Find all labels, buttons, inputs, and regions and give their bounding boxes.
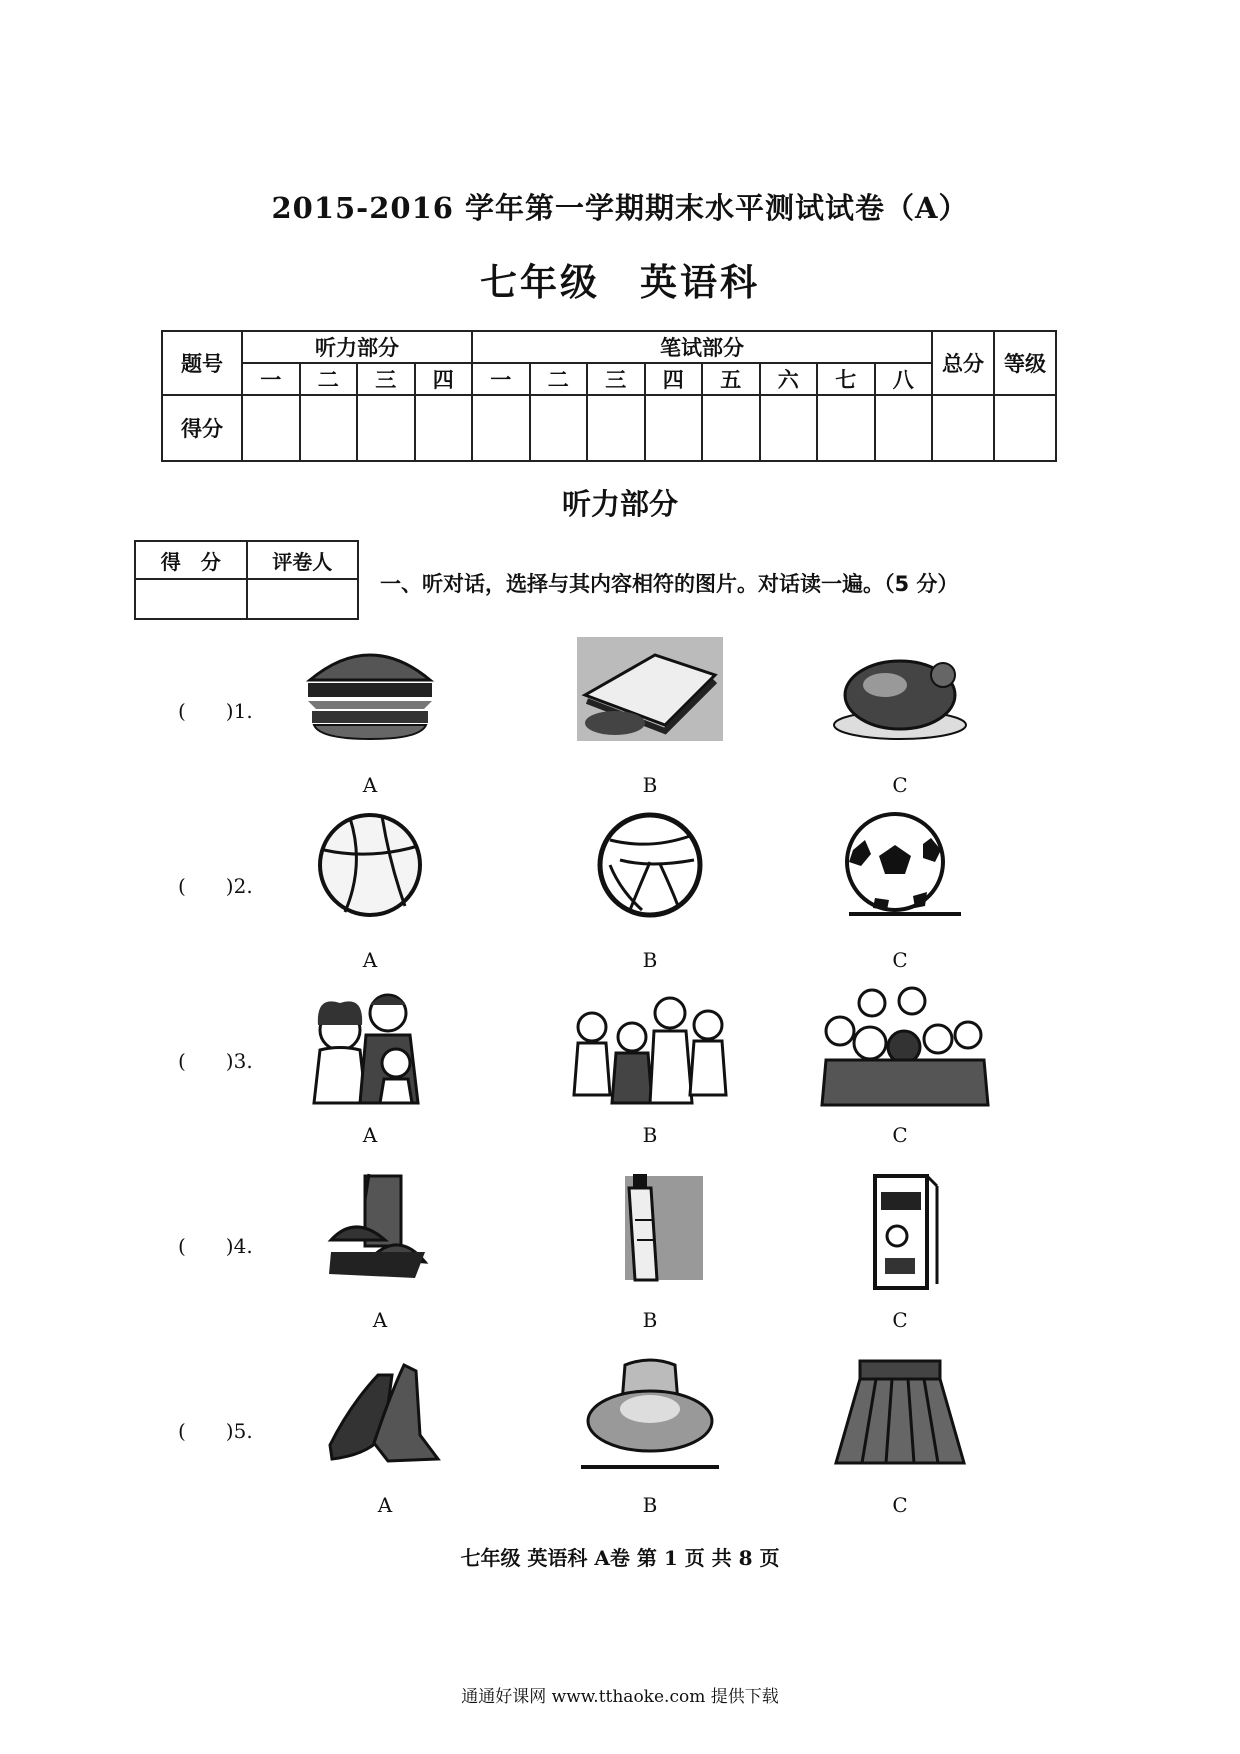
answer-blank[interactable]: ( )5. <box>178 1419 253 1443</box>
option-a[interactable] <box>290 635 450 815</box>
question-row <box>0 985 1240 1165</box>
score-table-grade-label: 等级 <box>994 331 1056 395</box>
option-c[interactable] <box>820 985 980 1165</box>
score-cell[interactable] <box>994 395 1056 461</box>
family-of-four-icon <box>570 985 730 1105</box>
page-footer: 七年级 英语科 A卷 第 1 页 共 8 页 <box>460 1546 780 1570</box>
volleyball-icon <box>590 810 710 920</box>
score-table-col: 四 <box>415 363 473 395</box>
option-label: A <box>362 948 378 972</box>
section-heading: 听力部分 <box>561 487 678 521</box>
answer-blank[interactable]: ( )2. <box>178 874 253 898</box>
option-label: C <box>892 1123 908 1147</box>
option-a[interactable] <box>290 985 450 1165</box>
grader-name-cell[interactable] <box>247 579 359 619</box>
option-a[interactable] <box>305 1355 465 1535</box>
instruction-text: 一、听对话，选择与其内容相符的图片。对话读一遍。（5 分） <box>380 572 959 596</box>
juice-icon <box>325 1170 435 1285</box>
skirt-icon <box>830 1355 970 1475</box>
score-table-header-label: 题号 <box>162 331 242 395</box>
score-cell[interactable] <box>760 395 818 461</box>
option-label: A <box>362 1123 378 1147</box>
option-label: B <box>642 773 658 797</box>
option-c[interactable] <box>820 810 980 990</box>
option-b[interactable] <box>570 810 730 990</box>
score-table-col: 五 <box>702 363 760 395</box>
sandwich-icon <box>575 635 725 745</box>
score-table-col: 六 <box>760 363 818 395</box>
score-table-col: 三 <box>587 363 645 395</box>
score-table-group-listening: 听力部分 <box>242 331 472 363</box>
score-cell[interactable] <box>587 395 645 461</box>
option-label: C <box>892 1493 908 1517</box>
option-b[interactable] <box>570 1170 730 1350</box>
option-label: A <box>372 1308 388 1332</box>
roast-chicken-icon <box>825 635 975 745</box>
question-row <box>0 1355 1240 1535</box>
water-bottle-icon <box>595 1170 705 1285</box>
option-b[interactable] <box>570 1355 730 1535</box>
score-cell[interactable] <box>357 395 415 461</box>
beach-ball-icon <box>310 810 430 920</box>
score-table-col: 七 <box>817 363 875 395</box>
score-table-group-written: 笔试部分 <box>472 331 932 363</box>
hamburger-icon <box>300 635 440 745</box>
option-c[interactable] <box>820 1170 980 1350</box>
option-label: C <box>892 1308 908 1332</box>
option-a[interactable] <box>290 810 450 990</box>
option-label: B <box>642 948 658 972</box>
score-table-col: 二 <box>300 363 358 395</box>
option-label: A <box>362 773 378 797</box>
question-row <box>0 635 1240 815</box>
score-table <box>161 330 1057 462</box>
option-label: A <box>377 1493 393 1517</box>
grader-score-cell[interactable] <box>135 579 247 619</box>
option-b[interactable] <box>570 985 730 1165</box>
score-table-row-label: 得分 <box>162 395 242 461</box>
option-label: B <box>642 1493 658 1517</box>
score-cell[interactable] <box>817 395 875 461</box>
option-a[interactable] <box>300 1170 460 1350</box>
score-table-col: 一 <box>242 363 300 395</box>
score-table-col: 二 <box>530 363 588 395</box>
answer-blank[interactable]: ( )1. <box>178 699 253 723</box>
shoes-icon <box>320 1355 450 1470</box>
score-cell[interactable] <box>645 395 703 461</box>
option-label: B <box>642 1308 658 1332</box>
score-cell[interactable] <box>472 395 530 461</box>
big-family-icon <box>820 985 990 1110</box>
option-label: B <box>642 1123 658 1147</box>
option-label: C <box>892 773 908 797</box>
exam-title: 2015-2016 学年第一学期期末水平测试试卷（A） <box>271 191 969 225</box>
option-b[interactable] <box>570 635 730 815</box>
option-c[interactable] <box>820 1355 980 1535</box>
option-c[interactable] <box>820 635 980 815</box>
score-cell[interactable] <box>300 395 358 461</box>
question-row <box>0 1170 1240 1350</box>
question-row <box>0 810 1240 990</box>
score-table-total-label: 总分 <box>932 331 994 395</box>
soccer-ball-icon <box>835 810 965 920</box>
hat-icon <box>575 1355 725 1473</box>
answer-blank[interactable]: ( )3. <box>178 1049 253 1073</box>
score-table-col: 三 <box>357 363 415 395</box>
score-table-col: 四 <box>645 363 703 395</box>
grader-score-label: 得 分 <box>135 541 247 579</box>
exam-subtitle: 七年级 英语科 <box>480 260 760 304</box>
milk-carton-icon <box>845 1170 955 1295</box>
option-label: C <box>892 948 908 972</box>
grader-name-label: 评卷人 <box>247 541 359 579</box>
score-cell[interactable] <box>932 395 994 461</box>
grader-box <box>134 540 359 620</box>
score-table-col: 一 <box>472 363 530 395</box>
source-watermark: 通通好课网 www.tthaoke.com 提供下载 <box>461 1687 779 1707</box>
answer-blank[interactable]: ( )4. <box>178 1234 253 1258</box>
family-of-three-icon <box>300 985 440 1105</box>
score-cell[interactable] <box>702 395 760 461</box>
score-cell[interactable] <box>530 395 588 461</box>
score-table-col: 八 <box>875 363 933 395</box>
score-cell[interactable] <box>415 395 473 461</box>
score-cell[interactable] <box>242 395 300 461</box>
score-cell[interactable] <box>875 395 933 461</box>
